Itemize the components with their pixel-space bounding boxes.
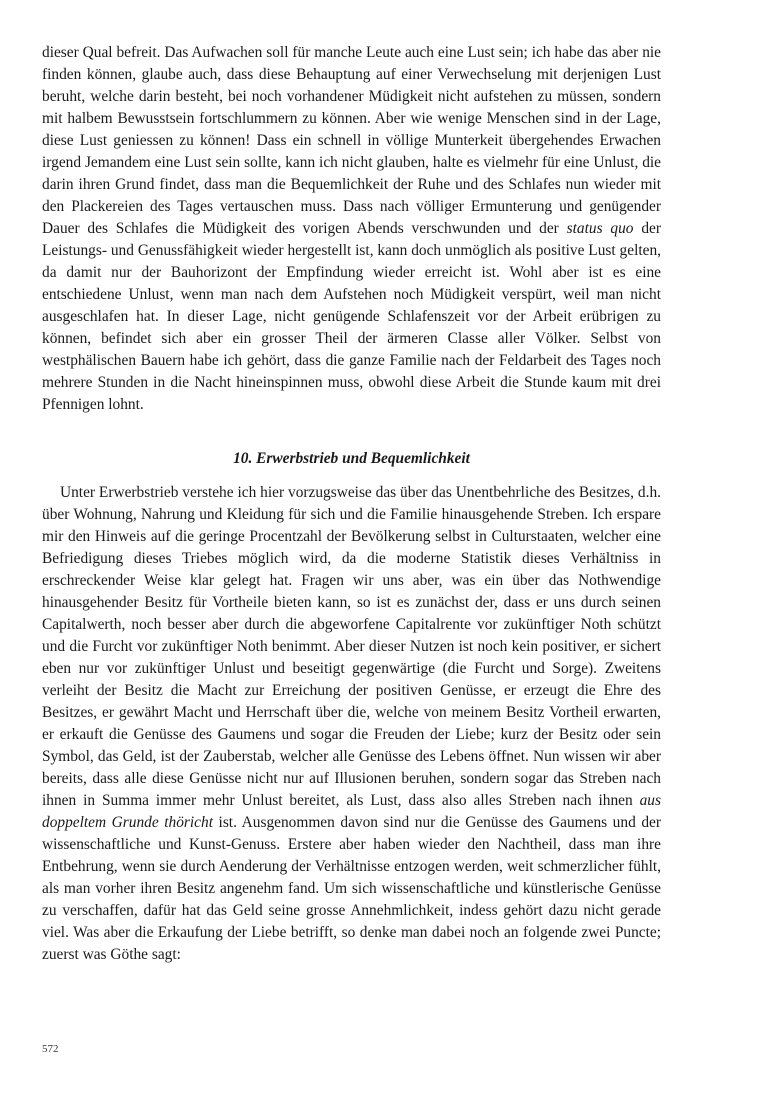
paragraph-2-end: ist. Ausgenommen davon sind nur die Genüsse des Gaumens und der wissenschaftliche und Kunst-Genuss. Erstere aber haben wieder den Nachtheil, dass man ihre Entbehrung, wenn sie durch Aenderung der Verhältnisse entzogen werden, weit schmerzlicher fühlt, als man vorher ihren Besitz angenehm fand. Um sich wissenschaftliche und künstlerische Genüsse zu verschaffen, dafür hat das Geld seine grosse Annehmlichkeit, indess gehört dazu nicht gerade viel. Was aber die Erkaufung der Liebe betrifft, so denke man dabei noch an folgende zwei Puncte; zuerst was Göthe sagt: [42,814,661,963]
paragraph-1-italic: status quo [566,220,634,237]
paragraph-1 [42,42,661,416]
section-heading: 10. Erwerbstrieb und Bequemlichkeit [233,450,470,467]
paragraph-2-italic: aus doppeltem Grunde thöricht [42,792,661,831]
paragraph-2-text: Unter Erwerbstrieb verstehe ich hier vorzugsweise das über das Unentbehrliche des Besitzes, d.h. über Wohnung, Nahrung und Kleidung für sich und die Familie hinausgehende Streben. Ich erspare mir den Hinweis auf die geringe Procentzahl der Bevölkerung selbst in Culturstaaten, welcher eine Befriedigung dieses Triebes möglich wird, da die moderne Statistik dieses Verhältniss in erschreckender Weise klar gelegt hat. Fragen wir uns aber, was ein über das Nothwendige hinausgehender Besitz für Vortheile bieten kann, so ist es zunächst der, dass er uns durch seinen Capitalwerth, noch besser aber durch die abgeworfene Capitalrente vor zukünftiger Noth schützt und die Furcht vor zukünftiger Noth benimmt. Aber dieser Nutzen ist noch kein positiver, er sichert eben nur vor zukünftiger Unlust und beseitigt gegenwärtige (die Furcht und Sorge). Zweitens verleiht der Besitz die Macht zur Erreichung der positiven Genüsse, er erzeugt die Ehre des Besitzes, er gewährt Macht und Herrschaft über die, welche von meinem Besitz Vortheil erwarten, er erkauft die Genüsse des Gaumens und sogar die Freuden der Liebe; kurz der Besitz oder sein Symbol, das Geld, ist der Zauberstab, welcher alle Genüsse des Lebens öffnet. Nun wissen wir aber bereits, dass alle diese Genüsse nicht nur auf Illusionen beruhen, sondern sogar das Streben nach ihnen in Summa immer mehr Unlust bereitet, als Lust, dass also alles Streben nach ihnen [42,484,661,809]
page-number: 572 [42,1043,59,1055]
page-body [42,42,661,966]
paragraph-1-end: der Leistungs- und Genussfähigkeit wieder hergestellt ist, kann doch unmöglich als positive Lust gelten, da damit nur der Bauhorizont der Empfindung wieder erreicht ist. Wohl aber ist es eine entschiedene Unlust, wenn man nach dem Aufstehen noch Müdigkeit verspürt, weil man nicht ausgeschlafen hat. In dieser Lage, nicht genügende Schlafenszeit vor der Arbeit erübrigen zu können, befindet sich aber ein grosser Theil der ärmeren Classe aller Völker. Selbst von westphälischen Bauern habe ich gehört, dass die ganze Familie nach der Feldarbeit des Tages noch mehrere Stunden in die Nacht hineinspinnen muss, obwohl diese Arbeit die Stunde kaum mit drei Pfennigen lohnt. [42,220,661,413]
paragraph-2 [42,482,661,966]
paragraph-1-text: dieser Qual befreit. Das Aufwachen soll für manche Leute auch eine Lust sein; ich habe das aber nie finden können, glaube auch, dass diese Behauptung auf einer Verwechselung mit derjenigen Lust beruht, welche darin besteht, bei noch vorhandener Müdigkeit nicht aufstehen zu müssen, sondern mit halbem Bewusstsein fortschlummern zu können. Aber wie wenige Menschen sind in der Lage, diese Lust geniessen zu können! Dass ein schnell in völlige Munterkeit übergehendes Erwachen irgend Jemandem eine Lust sein sollte, kann ich nicht glauben, halte es vielmehr für eine Unlust, die darin ihren Grund findet, dass man die Bequemlichkeit der Ruhe und des Schlafes nun wieder mit den Plackereien des Tages vertauschen muss. Dass nach völliger Ermunterung und genügender Dauer des Schlafes die Müdigkeit des vorigen Abends verschwunden und der [42,44,661,237]
